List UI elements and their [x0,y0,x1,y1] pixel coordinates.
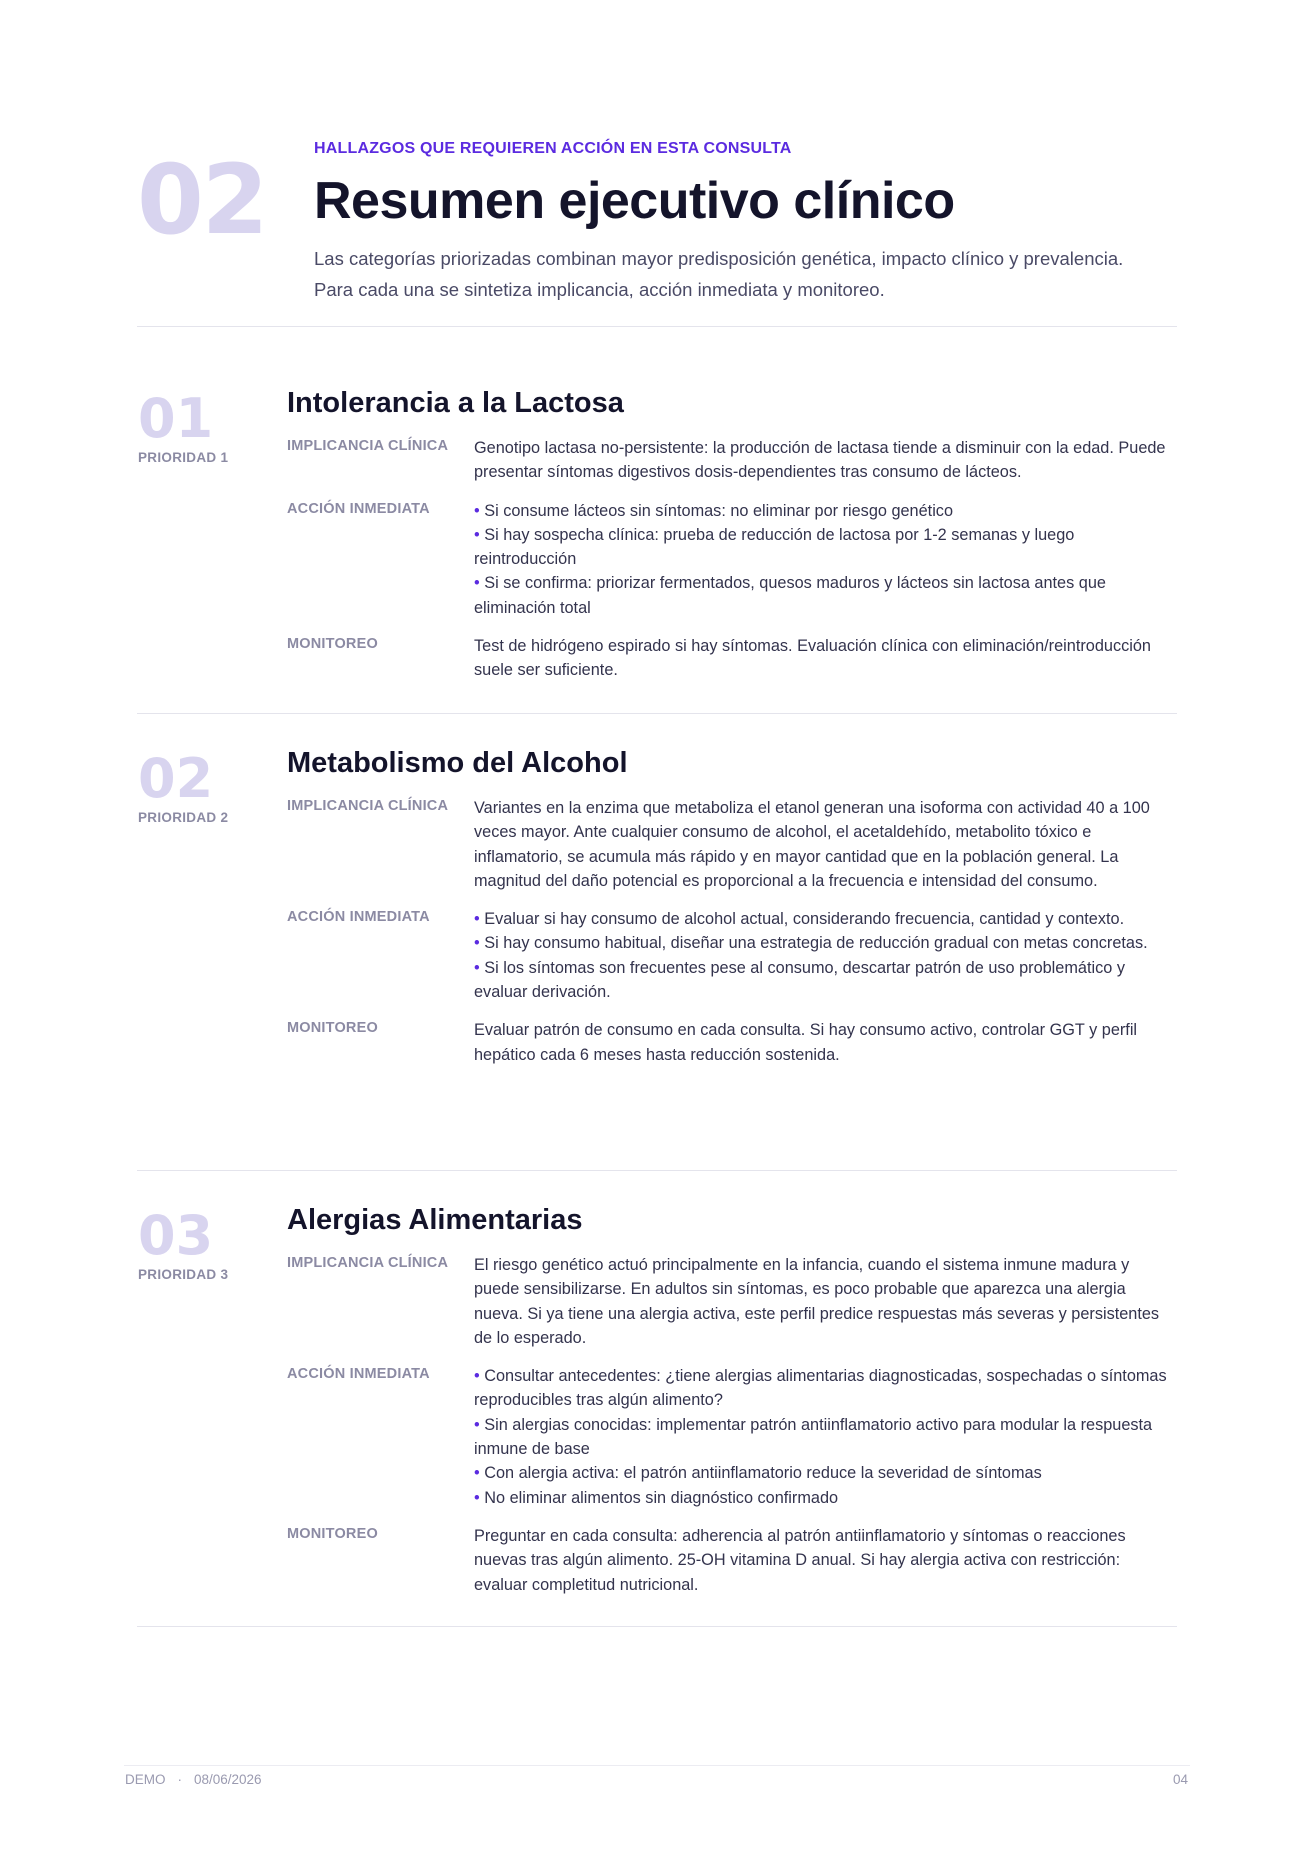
accion-row [287,499,1177,620]
priority-label: PRIORIDAD 2 [138,810,229,825]
section-number: 02 [137,144,267,256]
accion-list [474,499,1177,620]
implicancia-label: IMPLICANCIA CLÍNICA [287,438,449,454]
page-header [314,140,1194,305]
accion-item [474,1461,1177,1485]
intro-text [314,243,1194,305]
accion-item [474,931,1177,955]
accion-item [474,1413,1177,1462]
monitoreo-row [287,634,1177,683]
accion-item-text: Con alergia activa: el patrón antiinflamatorio reduce la severidad de síntomas [484,1464,1042,1483]
section-divider [137,713,1177,714]
bullet-dot-icon: • [474,910,480,929]
priority-title: Intolerancia a la Lactosa [287,387,624,419]
monitoreo-row [287,1524,1177,1597]
accion-item-text: No eliminar alimentos sin diagnóstico confirmado [484,1488,839,1507]
bullet-dot-icon: • [474,1488,480,1507]
monitoreo-text: Test de hidrógeno espirado si hay síntomas. Evaluación clínica con eliminación/reintroducción suele ser suficiente. [474,637,1151,680]
page-title: Resumen ejecutivo clínico [314,172,955,230]
implicancia-text: El riesgo genético actuó principalmente en la infancia, cuando el sistema inmune madura y puede sensibilizarse. En adultos sin síntomas, es poco probable que aparezca una alergia nueva. Si ya tiene una alergia activa, este perfil predice respuestas más severas y persistentes de lo esperado. [474,1256,1160,1347]
monitoreo-label: MONITOREO [287,636,378,653]
accion-item [474,1486,1177,1510]
accion-row [287,907,1177,1004]
implicancia-label: IMPLICANCIA CLÍNICA [287,798,449,814]
monitoreo-text: Preguntar en cada consulta: adherencia al patrón antiinflamatorio y síntomas o reacciones nuevas tras algún alimento. 25-OH vitamina D anual. Si hay alergia activa con restricción: evaluar completitud nutricional. [474,1526,1126,1594]
implicancia-row [287,436,1177,485]
accion-item-text: Si hay consumo habitual, diseñar una estrategia de reducción gradual con metas concretas. [484,934,1148,953]
implicancia-row [287,796,1177,893]
intro-line: Para cada una se sintetiza implicancia, acción inmediata y monitoreo. [314,278,885,300]
footer-meta [125,1772,262,1787]
priority-title: Alergias Alimentarias [287,1204,583,1236]
implicancia-text: Genotipo lactasa no-persistente: la producción de lactasa tiende a disminuir con la edad. Puede presentar síntomas digestivos dosis-dependientes tras consumo de lácteos. [474,439,1166,482]
accion-item-text: Sin alergias conocidas: implementar patrón antiinflamatorio activo para modular la respuesta inmune de base [474,1415,1153,1459]
accion-item [474,571,1177,620]
footer-separator: · [177,1772,182,1787]
accion-label: ACCIÓN INMEDIATA [287,909,430,926]
accion-list [474,1364,1177,1510]
implicancia-label: IMPLICANCIA CLÍNICA [287,1255,449,1271]
bullet-dot-icon: • [474,574,480,593]
eyebrow-label: HALLAZGOS QUE REQUIEREN ACCIÓN EN ESTA CONSULTA [314,140,792,157]
footer-label: DEMO [125,1772,166,1787]
priority-details [287,796,1177,1081]
priority-details [287,436,1177,697]
accion-item-text: Si se confirma: priorizar fermentados, quesos maduros y lácteos sin lactosa antes que eliminación total [474,574,1106,617]
footer-date: 08/06/2026 [194,1772,262,1787]
bullet-dot-icon: • [474,501,480,520]
bullet-dot-icon: • [474,1464,480,1483]
bullet-dot-icon: • [474,934,480,953]
bullet-dot-icon: • [474,958,480,977]
accion-item-text: Si los síntomas son frecuentes pese al consumo, descartar patrón de uso problemático y evaluar derivación. [474,958,1125,1002]
priority-label: PRIORIDAD 3 [138,1267,229,1282]
accion-row [287,1364,1177,1510]
priority-number: 03 [138,1204,214,1267]
accion-label: ACCIÓN INMEDIATA [287,1366,430,1383]
accion-item-text: Consultar antecedentes: ¿tiene alergias alimentarias diagnosticadas, sospechadas o síntomas reproducibles tras algún alimento? [474,1367,1167,1410]
section-divider [137,326,1177,327]
accion-item-text: Si hay sospecha clínica: prueba de reducción de lactosa por 1-2 semanas y luego reintroducción [474,525,1075,569]
accion-item [474,1364,1177,1413]
accion-item [474,956,1177,1005]
section-divider [137,1170,1177,1171]
priority-number: 01 [138,387,214,450]
accion-item-text: Si consume lácteos sin síntomas: no eliminar por riesgo genético [484,501,954,520]
section-divider [137,1626,1177,1627]
monitoreo-text: Evaluar patrón de consumo en cada consulta. Si hay consumo activo, controlar GGT y perfil hepático cada 6 meses hasta reducción sostenida. [474,1021,1138,1064]
monitoreo-row [287,1018,1177,1067]
page-number: 04 [1172,1772,1188,1787]
bullet-dot-icon: • [474,525,480,544]
implicancia-text: Variantes en la enzima que metaboliza el etanol generan una isoforma con actividad 40 a 100 veces mayor. Ante cualquier consumo de alcohol, el acetaldehído, metabolito tóxico e inflamatorio, se acumula más rápido y en mayor cantidad que en la población general. La magnitud del daño potencial es proporcional a la frecuencia e intensidad del consumo. [474,799,1150,890]
priority-details [287,1253,1177,1611]
priority-label: PRIORIDAD 1 [138,450,229,465]
accion-label: ACCIÓN INMEDIATA [287,500,430,517]
accion-item [474,523,1177,572]
accion-item [474,907,1177,931]
priority-number: 02 [138,747,214,810]
monitoreo-label: MONITOREO [287,1020,378,1037]
priority-title: Metabolismo del Alcohol [287,747,628,779]
bullet-dot-icon: • [474,1415,480,1434]
footer-divider [124,1765,1190,1766]
accion-item [474,499,1177,523]
accion-list [474,907,1177,1004]
bullet-dot-icon: • [474,1367,480,1386]
monitoreo-label: MONITOREO [287,1525,378,1542]
implicancia-row [287,1253,1177,1350]
intro-line: Las categorías priorizadas combinan mayor predisposición genética, impacto clínico y prevalencia. [314,247,1124,269]
accion-item-text: Evaluar si hay consumo de alcohol actual, considerando frecuencia, cantidad y contexto. [484,910,1125,929]
